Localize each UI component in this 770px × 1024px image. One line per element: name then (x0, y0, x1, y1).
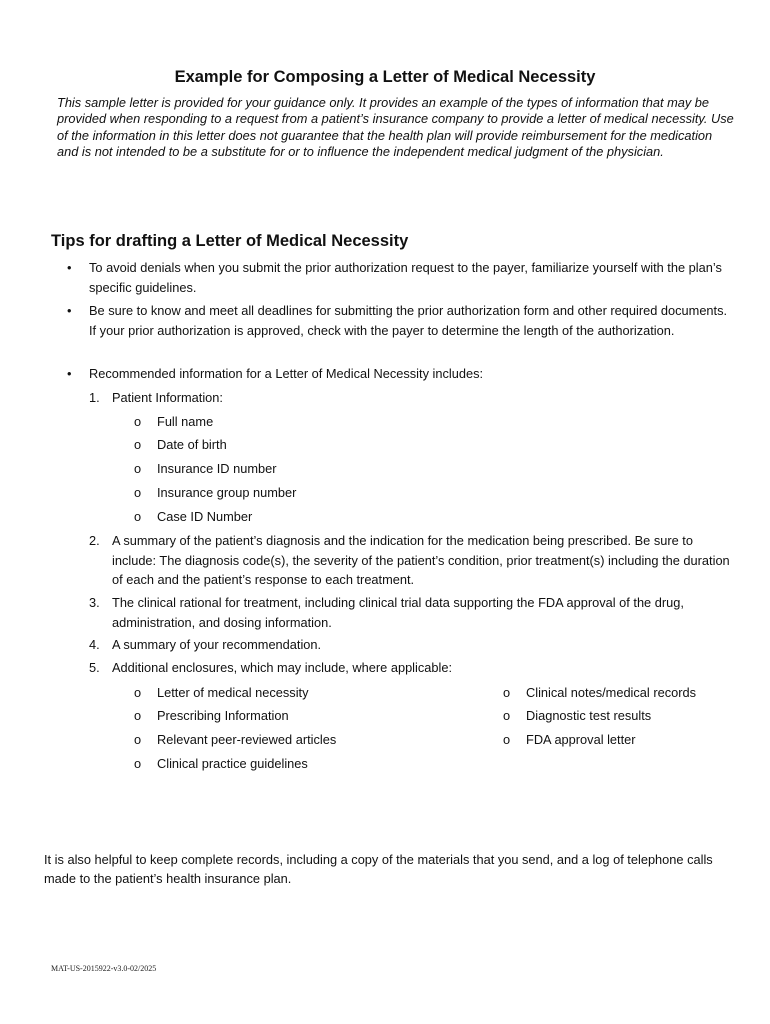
patient-info-item: Case ID Number (157, 509, 253, 524)
bullet-item: To avoid denials when you submit the prior authorization request to the payer, familiarize yourself with the plan’s specific guidelines. (89, 260, 722, 295)
numbered-item: A summary of the patient’s diagnosis and the indication for the medication being prescribed. Be sure to include: The diagnosis code(s), the severity of the patient’s condition, prior treatment(s) including the duration of each and the patient’s response to each treatment. (112, 533, 730, 587)
sub-marker: o (134, 437, 142, 452)
enclosure-item: Prescribing Information (157, 708, 289, 723)
patient-info-item: Insurance group number (157, 485, 297, 500)
enclosure-item: Relevant peer-reviewed articles (157, 732, 337, 747)
sub-marker: o (134, 461, 142, 476)
sub-marker: o (134, 756, 142, 771)
numbered-item: The clinical rational for treatment, including clinical trial data supporting the FDA approval of the drug, administration, and dosing information. (112, 595, 684, 630)
bullet-marker: • (67, 366, 72, 381)
enclosure-item: Letter of medical necessity (157, 685, 309, 700)
footer-document-code: MAT-US-2015922-v3.0-02/2025 (51, 964, 157, 973)
numbered-marker: 3. (89, 595, 100, 610)
sub-marker: o (134, 685, 142, 700)
numbered-item: Patient Information: (112, 390, 223, 405)
bullet-marker: • (67, 260, 72, 275)
enclosure-item: Clinical practice guidelines (157, 756, 308, 771)
sub-marker: o (503, 732, 511, 747)
bullet-marker: • (67, 303, 72, 318)
numbered-marker: 4. (89, 637, 100, 652)
sub-marker: o (134, 509, 142, 524)
page-title: Example for Composing a Letter of Medical Necessity (174, 68, 596, 86)
numbered-marker: 2. (89, 533, 100, 548)
tips-heading: Tips for drafting a Letter of Medical Necessity (51, 232, 409, 250)
enclosure-item: FDA approval letter (526, 732, 636, 747)
sub-marker: o (134, 414, 142, 429)
sub-marker: o (503, 685, 511, 700)
numbered-marker: 5. (89, 660, 100, 675)
intro-disclaimer: This sample letter is provided for your guidance only. It provides an example of the types of information that may be provided when responding to a request from a patient’s insurance company to provide a letter of medical necessity. Use of the information in this letter does not guarantee that the health plan will provide reimbursement for the medication and is not intended to be a substitute for or to influence the independent medical judgment of the physician. (57, 95, 734, 159)
numbered-marker: 1. (89, 390, 100, 405)
patient-info-item: Insurance ID number (157, 461, 277, 476)
sub-marker: o (134, 708, 142, 723)
sub-marker: o (503, 708, 511, 723)
numbered-item: A summary of your recommendation. (112, 637, 322, 652)
patient-info-item: Date of birth (157, 437, 227, 452)
bullet-item: Be sure to know and meet all deadlines for submitting the prior authorization form and other required documents. If your prior authorization is approved, check with the payer to determine the length of the authorization. (89, 303, 728, 338)
numbered-item: Additional enclosures, which may include, where applicable: (112, 660, 453, 675)
enclosure-item: Diagnostic test results (526, 708, 652, 723)
patient-info-item: Full name (157, 414, 214, 429)
sub-marker: o (134, 485, 142, 500)
bullet-item: Recommended information for a Letter of Medical Necessity includes: (89, 366, 484, 381)
enclosure-item: Clinical notes/medical records (526, 685, 696, 700)
sub-marker: o (134, 732, 142, 747)
closing-paragraph: It is also helpful to keep complete records, including a copy of the materials that you send, and a log of telephone calls made to the patient’s health insurance plan. (44, 852, 713, 886)
